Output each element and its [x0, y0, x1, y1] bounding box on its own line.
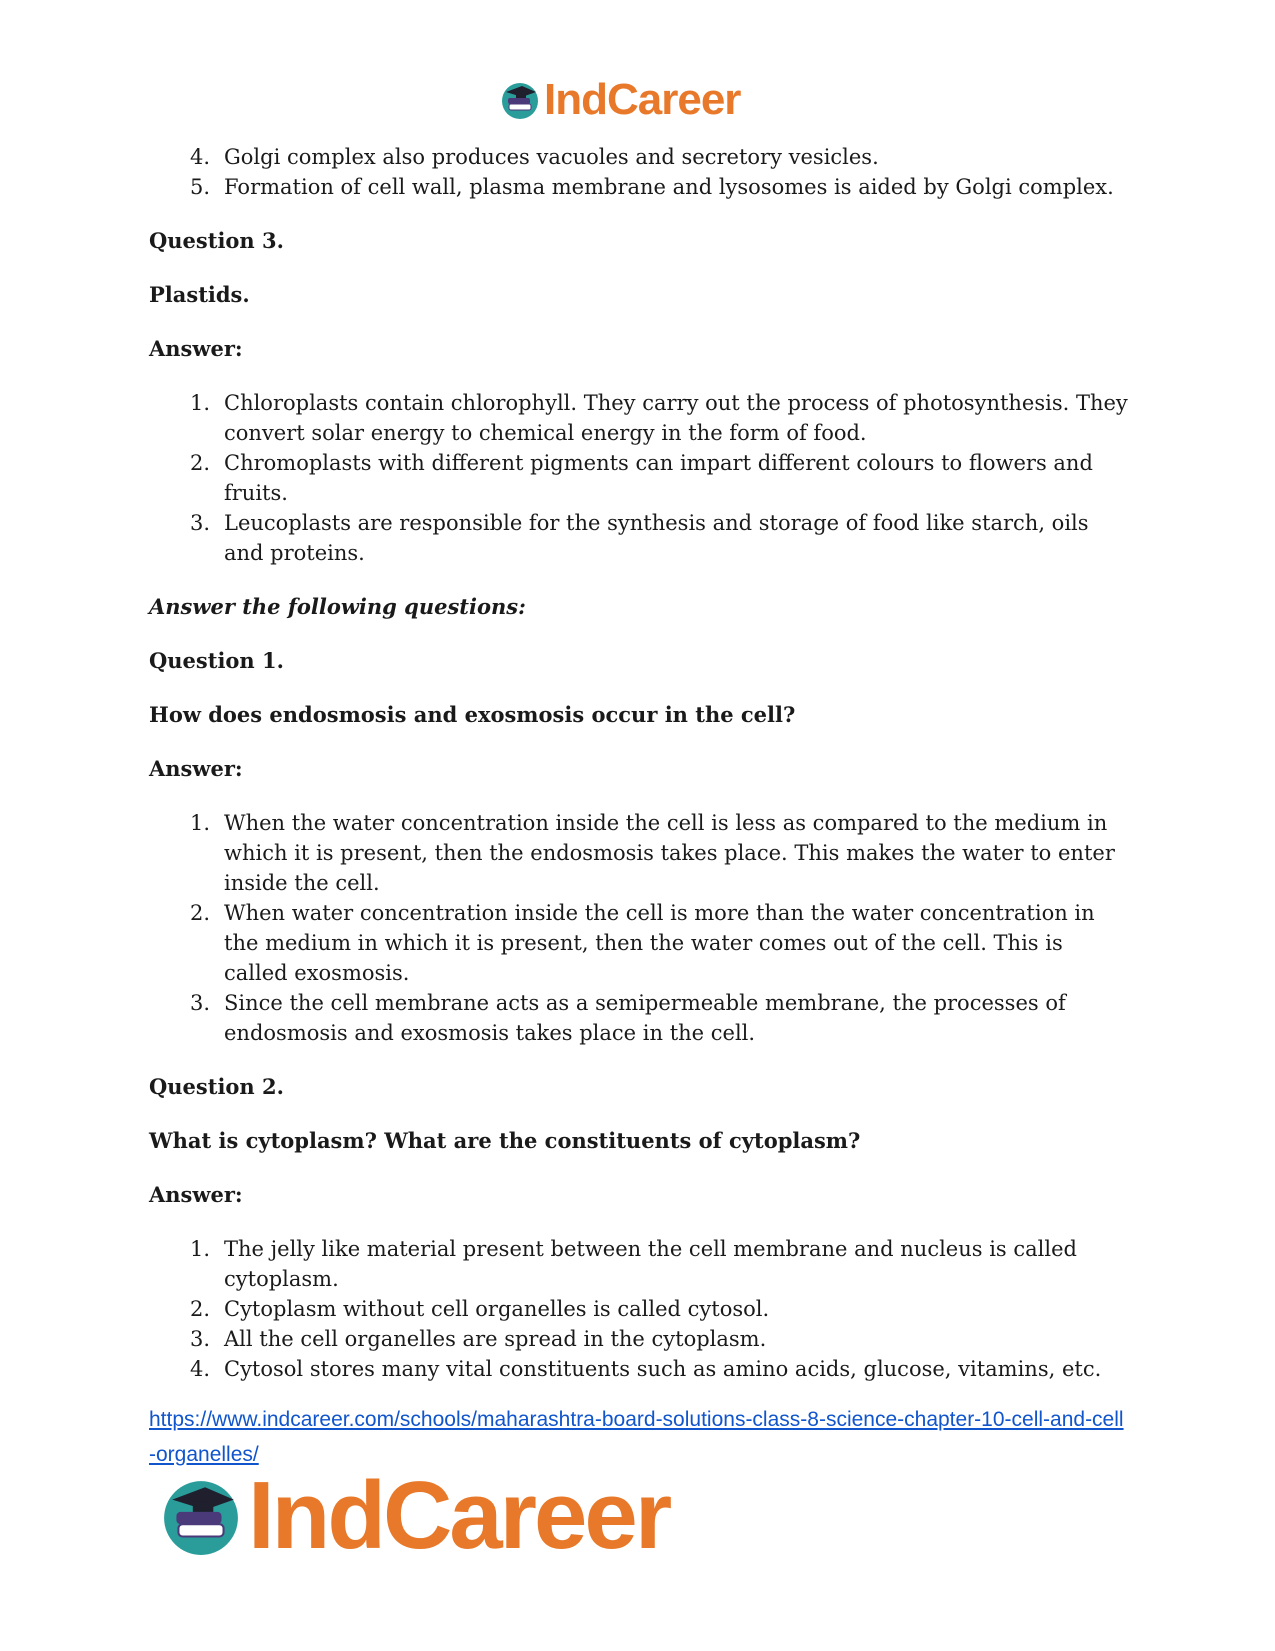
list-number: 3. — [189, 511, 210, 535]
list-text: Cytoplasm without cell organelles is called cytosol. — [224, 1297, 770, 1321]
graduation-cap-books-icon — [160, 1475, 242, 1557]
list-number: 5. — [189, 175, 210, 199]
list-text: The jelly like material present between the cell membrane and nucleus is called cytoplasm. — [224, 1237, 1077, 1291]
list-number: 1. — [189, 391, 210, 415]
answer-label: Answer: — [149, 756, 243, 781]
list-text: Since the cell membrane acts as a semipermeable membrane, the processes of endosmosis and exosmosis takes place in the cell. — [224, 991, 1066, 1045]
list-text: Chloroplasts contain chlorophyll. They carry out the process of photosynthesis. They convert solar energy to chemical energy in the form of food. — [224, 391, 1128, 445]
list-item — [149, 1234, 1129, 1294]
question-label: Question 3. — [149, 228, 284, 253]
answer-label: Answer: — [149, 1182, 243, 1207]
list-item — [149, 988, 1129, 1048]
list-item — [149, 1354, 1129, 1384]
footer-logo — [160, 1462, 670, 1569]
osmosis-list — [149, 808, 1129, 1048]
question-label: Question 1. — [149, 648, 284, 673]
list-text: When the water concentration inside the cell is less as compared to the medium in which it is present, then the endosmosis takes place. This makes the water to enter inside the cell. — [224, 811, 1115, 895]
golgi-list-continued — [149, 142, 1129, 202]
list-text: Golgi complex also produces vacuoles and secretory vesicles. — [224, 145, 879, 169]
list-item — [149, 508, 1129, 568]
question-label: Question 2. — [149, 1074, 284, 1099]
list-number: 1. — [189, 811, 210, 835]
section-heading: Answer the following questions: — [149, 594, 526, 619]
plastids-list — [149, 388, 1129, 568]
list-item — [149, 1294, 1129, 1324]
graduation-cap-books-icon — [500, 80, 540, 120]
list-text: Formation of cell wall, plasma membrane and lysosomes is aided by Golgi complex. — [224, 175, 1114, 199]
list-item — [149, 1324, 1129, 1354]
list-text: Cytosol stores many vital constituents such as amino acids, glucose, vitamins, etc. — [224, 1357, 1102, 1381]
list-text: Chromoplasts with different pigments can impart different colours to flowers and fruits. — [224, 451, 1093, 505]
list-item — [149, 808, 1129, 898]
list-number: 1. — [189, 1237, 210, 1261]
list-text: Leucoplasts are responsible for the synthesis and storage of food like starch, oils and proteins. — [224, 511, 1089, 565]
list-item — [149, 142, 1129, 172]
list-text: All the cell organelles are spread in the cytoplasm. — [224, 1327, 767, 1351]
question-title: Plastids. — [149, 282, 250, 307]
list-number: 2. — [189, 901, 210, 925]
question-title: What is cytoplasm? What are the constituents of cytoplasm? — [149, 1128, 861, 1153]
list-number: 3. — [189, 1327, 210, 1351]
list-number: 4. — [189, 1357, 210, 1381]
source-link[interactable]: https://www.indcareer.com/schools/maharashtra-board-solutions-class-8-science-chapter-10-cell-and-cell-organelles/ — [149, 1408, 1124, 1466]
brand-name: IndCareer — [544, 75, 741, 124]
header-logo — [500, 75, 741, 124]
list-item — [149, 388, 1129, 448]
list-number: 2. — [189, 1297, 210, 1321]
list-number: 4. — [189, 145, 210, 169]
brand-name: IndCareer — [248, 1462, 670, 1569]
question-title: How does endosmosis and exosmosis occur in the cell? — [149, 702, 796, 727]
list-item — [149, 172, 1129, 202]
list-number: 3. — [189, 991, 210, 1015]
list-text: When water concentration inside the cell is more than the water concentration in the medium in which it is present, then the water comes out of the cell. This is called exosmosis. — [224, 901, 1095, 985]
list-item — [149, 448, 1129, 508]
document-content — [149, 142, 1129, 1472]
list-item — [149, 898, 1129, 988]
list-number: 2. — [189, 451, 210, 475]
cytoplasm-list — [149, 1234, 1129, 1384]
answer-label: Answer: — [149, 336, 243, 361]
